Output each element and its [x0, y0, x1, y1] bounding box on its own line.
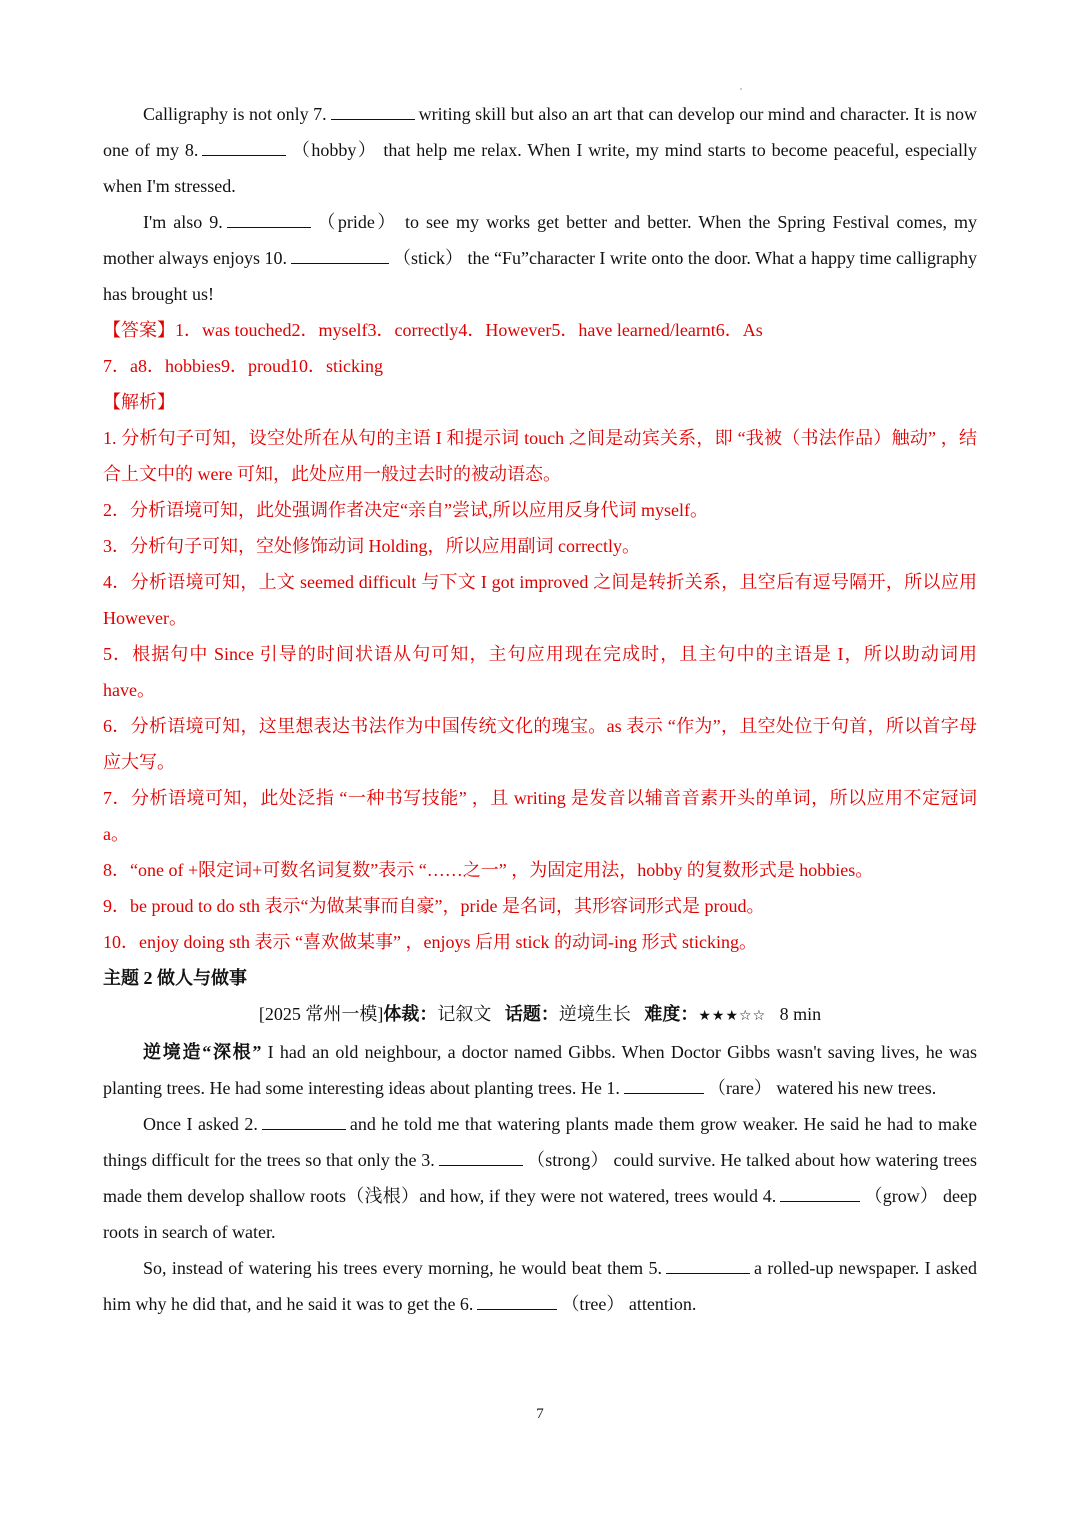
passage2-paragraph3: [103, 1250, 977, 1322]
analysis-label: 【解析】: [103, 392, 175, 412]
blank-1[interactable]: [624, 1073, 704, 1094]
text: Calligraphy is not only 7.: [143, 104, 327, 124]
hint: （grow）: [864, 1186, 939, 1206]
analysis-item: 4．分析语境可知，上文 seemed difficult 与下文 I got improved 之间是转折关系，且空后有逗号隔开，所以应用 However。: [103, 572, 977, 628]
passage2-paragraph2: [103, 1106, 977, 1250]
blank-9[interactable]: [227, 207, 311, 228]
text: I'm also 9.: [143, 212, 223, 232]
time: 8 min: [779, 1004, 822, 1024]
hint: （strong）: [526, 1150, 609, 1170]
passage1-paragraph1: [103, 96, 977, 204]
text: and he told me that watering plants made them grow weaker. He said he had to make things difficult for the trees so that only the 3.: [103, 1114, 977, 1170]
text: a rolled-up newspaper. I asked him why he did that, and he said it was to get the 6.: [103, 1258, 977, 1314]
difficulty-label: 难度：: [644, 1004, 699, 1024]
analysis-item: 1. 分析句子可知，设空处所在从句的主语 I 和提示词 touch 之间是动宾关系，即 “我被（书法作品）触动” ，结合上文中的 were 可知，此处应用一般过去时的被动语态。: [103, 428, 977, 484]
blank-10[interactable]: [291, 243, 389, 264]
section-title: 主题 2 做人与做事: [103, 968, 247, 988]
text: I had an old neighbour, a doctor named Gibbs. When Doctor Gibbs wasn't saving lives, he was planting trees. He had some interesting ideas about planting trees. He 1.: [103, 1042, 977, 1098]
blank-6[interactable]: [477, 1289, 557, 1310]
topic: 逆境生长: [558, 1004, 631, 1024]
source: [2025 常州一模]: [258, 1004, 384, 1024]
passage2-paragraph1: [103, 1034, 977, 1106]
answer-text: 1．was touched2．myself3．correctly4．However5．have learned/learnt6．As: [175, 320, 763, 340]
blank-4[interactable]: [780, 1181, 860, 1202]
text: deep roots in search of water.: [103, 1186, 978, 1242]
hint: （rare）: [707, 1078, 772, 1098]
answer-line1: [103, 312, 977, 348]
hint: （hobby）: [290, 140, 378, 160]
section-info: [103, 996, 977, 1034]
text: to see my works get better and better. When the Spring Festival comes, my mother always enjoys 10.: [103, 212, 978, 268]
analysis-item: 3．分析句子可知，空处修饰动词 Holding，所以应用副词 correctly。: [103, 536, 640, 556]
difficulty-stars: ★★★☆☆: [698, 1008, 767, 1024]
blank-5[interactable]: [666, 1253, 750, 1274]
genre: 记叙文: [437, 1004, 492, 1024]
hint: （pride）: [314, 212, 398, 232]
analysis-item: 7．分析语境可知，此处泛指 “一种书写技能” ，且 writing 是发音以辅音音素开头的单词，所以应用不定冠词 a。: [103, 788, 977, 844]
passage-title: 逆境造“深根”: [143, 1042, 262, 1062]
hint: （stick）: [392, 248, 463, 268]
text: watered his new trees.: [776, 1078, 937, 1098]
text: that help me relax. When I write, my mind starts to become peaceful, especially when I'm stressed.: [103, 140, 978, 196]
page-number: 7: [536, 1406, 544, 1422]
passage1-paragraph2: [103, 204, 977, 312]
answer-label: 【答案】: [103, 320, 175, 340]
text: writing skill but also an art that can develop our mind and character. It is now one of my 8.: [103, 104, 977, 160]
scan-mark: [740, 88, 742, 90]
genre-label: 体裁：: [383, 1004, 438, 1024]
text: So, instead of watering his trees every morning, he would beat them 5.: [143, 1258, 663, 1278]
analysis-item: 8．“one of +限定词+可数名词复数”表示 “……之一” ，为固定用法，hobby 的复数形式是 hobbies。: [103, 860, 874, 880]
blank-2[interactable]: [262, 1109, 346, 1130]
topic-label: 话题：: [504, 1004, 559, 1024]
analysis-item: 5．根据句中 Since 引导的时间状语从句可知，主句应用现在完成时，且主句中的主语是 I，所以助动词用 have。: [103, 644, 977, 700]
blank-3[interactable]: [439, 1145, 523, 1166]
answer-line2: 7．a8．hobbies9．proud10．sticking: [103, 356, 383, 376]
document-page: [103, 96, 977, 1322]
analysis-item: 6．分析语境可知，这里想表达书法作为中国传统文化的瑰宝。as 表示 “作为”，且空处位于句首，所以首字母应大写。: [103, 716, 977, 772]
blank-7[interactable]: [331, 99, 415, 120]
text: the “Fu”character I write onto the door. What a happy time calligraphy has brought us!: [103, 248, 978, 304]
hint: （tree）: [561, 1294, 625, 1314]
analysis-item: 2．分析语境可知，此处强调作者决定“亲自”尝试,所以应用反身代词 myself。: [103, 500, 708, 520]
blank-8[interactable]: [202, 135, 286, 156]
analysis-item: 10．enjoy doing sth 表示 “喜欢做某事” ，enjoys 后用 stick 的动词-ing 形式 sticking。: [103, 932, 757, 952]
text: attention.: [628, 1294, 697, 1314]
analysis-item: 9．be proud to do sth 表示“为做某事而自豪”，pride 是名词，其形容词形式是 proud。: [103, 896, 765, 916]
text: Once I asked 2.: [143, 1114, 258, 1134]
text: could survive. He talked about how watering trees made them develop shallow roots（浅根）and how, if they were not watered, trees would 4.: [103, 1150, 978, 1206]
